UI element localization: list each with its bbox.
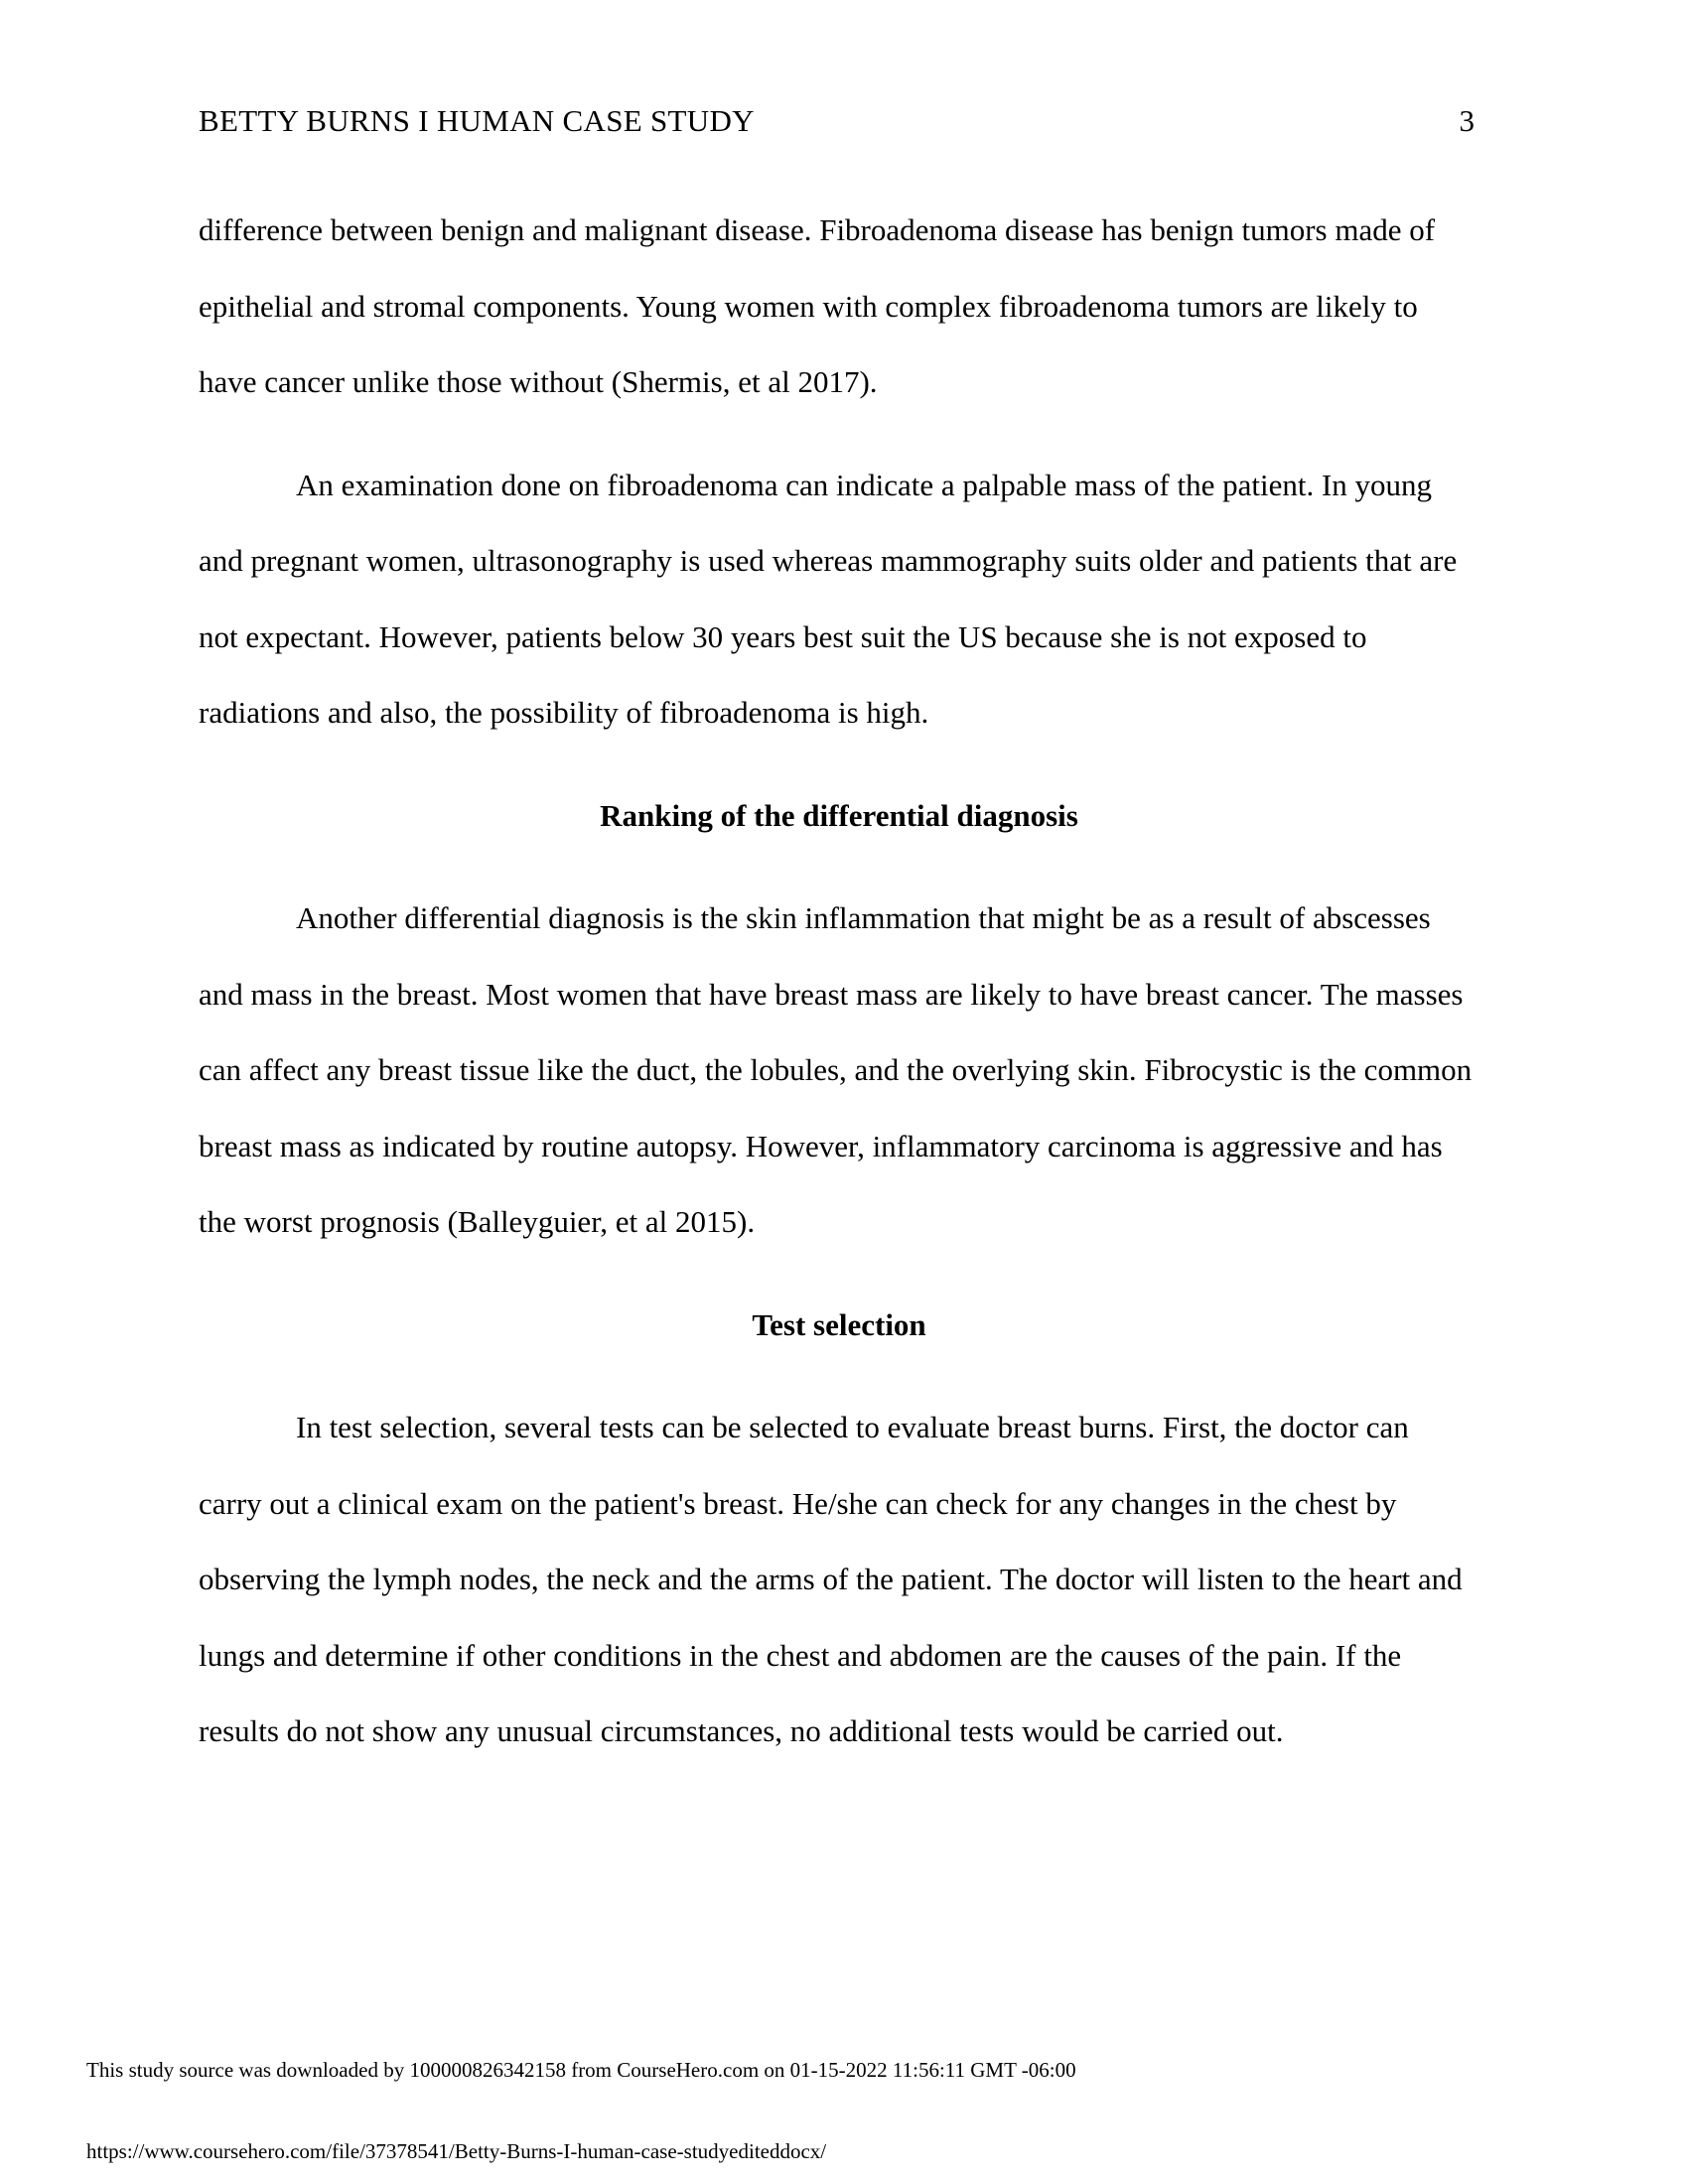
running-head-title: BETTY BURNS I HUMAN CASE STUDY xyxy=(199,103,755,138)
paragraph-test-selection: In test selection, several tests can be selected to evaluate breast burns. First, the doctor can carry out a clinical exam on the patient's breast. He/she can check for any changes in the chest by observing the lymph nodes, the neck and the arms of the patient. The doctor will listen to the heart and lungs and determine if other conditions in the chest and abdomen are the causes of the pain. If the results do not show any unusual circumstances, no additional tests would be carried out. xyxy=(199,1410,1463,1748)
paragraph-fibroadenoma-exam: An examination done on fibroadenoma can indicate a palpable mass of the patient. In young and pregnant women, ultrasonography is used whereas mammography suits older and patients that are not expectant. However, patients below 30 years best suit the US because she is not exposed to radiations and also, the possibility of fibroadenoma is high. xyxy=(199,467,1458,730)
source-url: https://www.coursehero.com/file/37378541/Betty-Burns-I-human-case-studyediteddocx/ xyxy=(86,2139,827,2163)
paragraph-differential-diagnosis: Another differential diagnosis is the skin inflammation that might be as a result of abscesses and mass in the breast. Most women that have breast mass are likely to have breast cancer. The masses can affect any breast tissue like the duct, the lobules, and the overlying skin. Fibrocystic is the common breast mass as indicated by routine autopsy. However, inflammatory carcinoma is aggressive and has the worst prognosis (Balleyguier, et al 2015). xyxy=(199,900,1473,1239)
section-heading-ranking: Ranking of the differential diagnosis xyxy=(600,797,1078,833)
section-heading-test-selection: Test selection xyxy=(752,1306,926,1342)
running-head xyxy=(199,99,1475,143)
download-source-note: This study source was downloaded by 100000826342158 from CourseHero.com on 01-15-2022 11:56:11 GMT -06:00 xyxy=(86,2058,1076,2082)
page-number: 3 xyxy=(1459,103,1475,138)
document-body xyxy=(199,193,1479,1770)
paragraph-continuation: difference between benign and malignant disease. Fibroadenoma disease has benign tumors made of epithelial and stromal components. Young women with complex fibroadenoma tumors are likely to have cancer unlike those without (Shermis, et al 2017). xyxy=(199,212,1436,399)
